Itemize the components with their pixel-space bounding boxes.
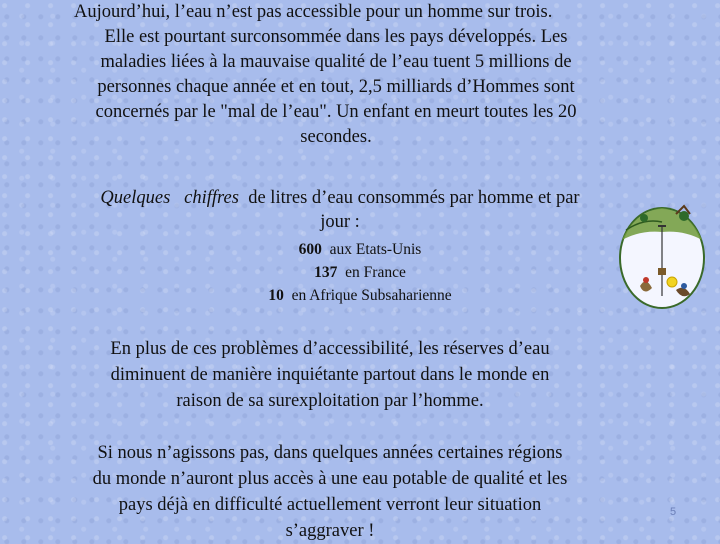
reserves-line: En plus de ces problèmes d’accessibilité, les réserves d’eau xyxy=(110,339,550,359)
intro-line: secondes. xyxy=(300,127,372,147)
conclusion-line: pays déjà en difficulté actuellement verront leur situation xyxy=(118,495,542,515)
stats-heading-italic: chiffres xyxy=(184,188,239,208)
conclusion-line: Si nous n’agissons pas, dans quelques années certaines régions xyxy=(97,443,563,463)
stats-row xyxy=(150,238,570,261)
stats-row xyxy=(150,284,570,307)
intro-line: personnes chaque année et en tout, 2,5 milliards d’Hommes sont xyxy=(97,77,575,97)
reserves-line: raison de sa surexploitation par l’homme. xyxy=(176,391,484,411)
stats-label: aux Etats-Unis xyxy=(329,241,422,258)
conclusion-line: s’aggraver ! xyxy=(285,521,375,541)
conclusion-paragraph xyxy=(30,440,630,544)
reserves-line: diminuent de manière inquiétante partout dans le monde en xyxy=(110,365,550,385)
stats-heading-italic: Quelques xyxy=(100,188,171,208)
water-well-globe-icon xyxy=(614,200,710,312)
water-stats-list xyxy=(150,238,570,307)
stats-value: 600 xyxy=(298,241,322,258)
stats-heading-text: de litres d’eau consommés par homme et par xyxy=(248,188,580,208)
stats-value: 137 xyxy=(314,264,338,281)
stats-heading-text: jour : xyxy=(320,212,360,232)
stats-value: 10 xyxy=(268,287,284,304)
intro-line: Aujourd’hui, l’eau n’est pas accessible pour un homme sur trois. xyxy=(74,2,553,22)
stats-label: en France xyxy=(345,264,406,281)
intro-line: concernés par le "mal de l’eau". Un enfant en meurt toutes les 20 xyxy=(95,102,577,122)
stats-heading xyxy=(40,186,640,234)
reserves-paragraph xyxy=(30,336,630,414)
conclusion-line: du monde n’auront plus accès à une eau potable de qualité et les xyxy=(92,469,568,489)
intro-line: Elle est pourtant surconsommée dans les pays développés. Les xyxy=(104,27,568,47)
page-number: 5 xyxy=(669,506,677,518)
intro-line: maladies liées à la mauvaise qualité de l’eau tuent 5 millions de xyxy=(100,52,572,72)
stats-label: en Afrique Subsaharienne xyxy=(291,287,452,304)
stats-row xyxy=(150,261,570,284)
intro-paragraph xyxy=(36,0,636,150)
